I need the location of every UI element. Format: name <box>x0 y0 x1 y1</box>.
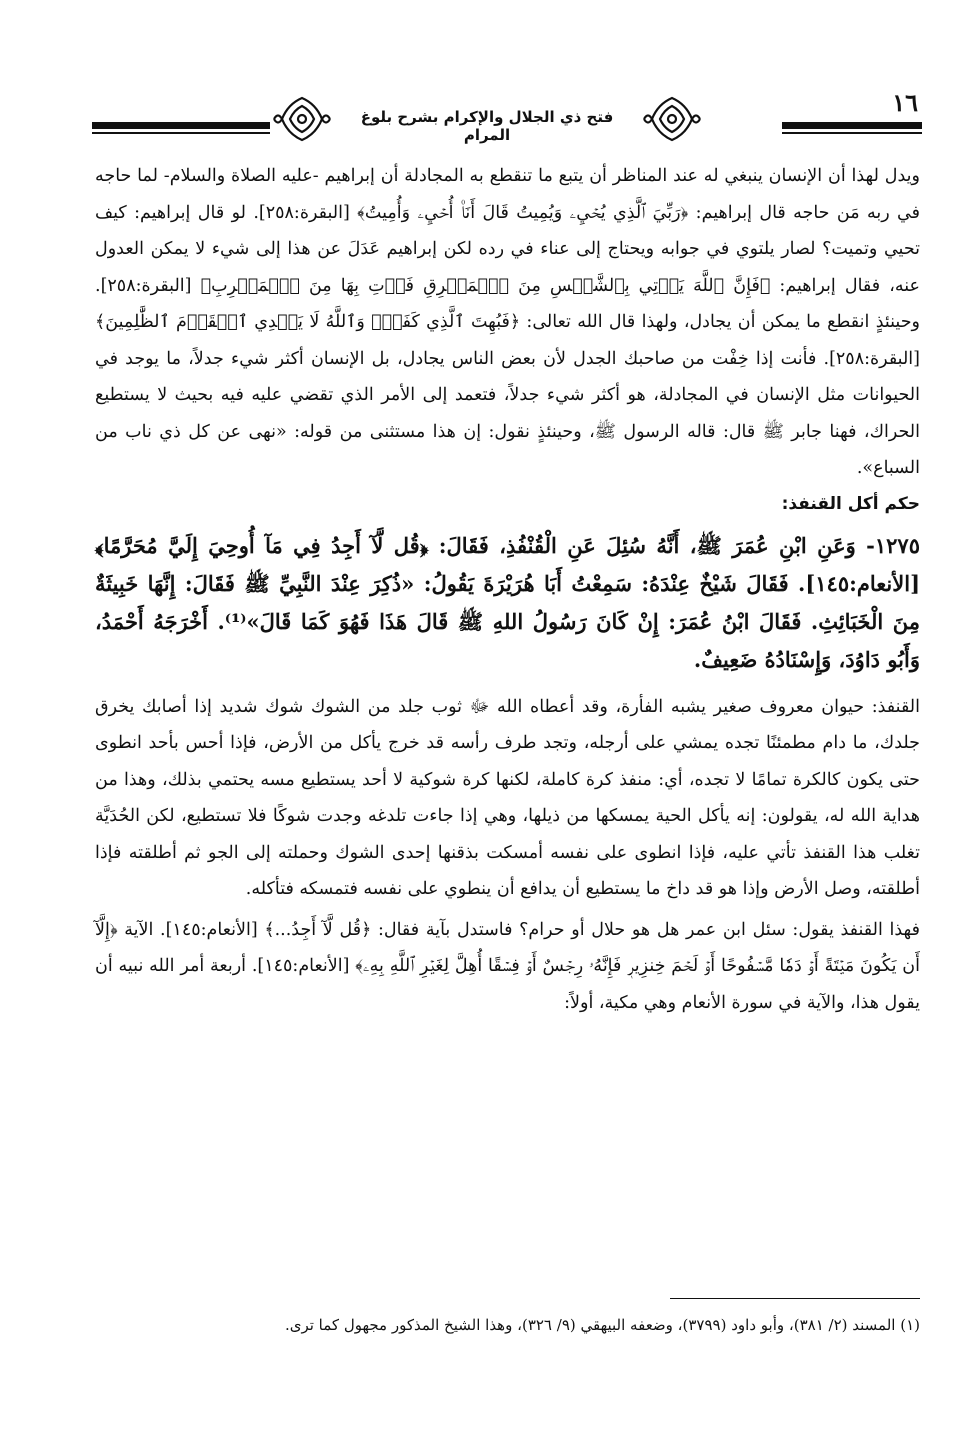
header-rule-left <box>92 122 270 129</box>
paragraph-hedgehog: القنفذ: حيوان معروف صغير يشبه الفأرة، وقد أعطاه الله ﷻ ثوب جلد من الشوك شوك شديد إذا أصابك يخرق جلدك، ما دام مطمئنًا تجده يمشي على أرجله، وتجد طرف رأسه قد خرج يأكل من الأرض، فإذا أحس بأحد انطوى حتى يكون كالكرة تمامًا لا تجده، أي: منفذ كرة كاملة، لكنها كرة شوكية لا أحد يستطيع مسه يحتمي بذلك، وهذا من هداية الله له، يقولون: إنه يأكل الحية يمسكها من ذيلها، وهي إذا جاءت تلدغه وجدت شوكًا فلا تستطيع، لكن الحُدَيَّة تغلب هذا القنفذ تأتي عليه، فإذا انطوى على نفسه أمسكت بذقنها إحدى الشوك وحملته إلى الجو ثم أطلقته فإذا أطلقته، وصل الأرض وإذا هو قد داخ ما يستطيع أن يدافع أن ينطوي على نفسه فتمسكه فتأكله. <box>95 696 920 899</box>
ornament-left-icon <box>272 94 332 144</box>
ornament-right-icon <box>642 94 702 144</box>
header-rule-right-thin <box>782 132 922 134</box>
running-title: فتح ذي الجلال والإكرام بشرح بلوغ المرام <box>360 108 614 144</box>
section-heading: حكم أكل القنفذ: <box>781 493 920 514</box>
footnote-divider <box>670 1298 920 1299</box>
footnote: (١) المسند (٢/ ٣٨١)، وأبو داود (٣٧٩٩)، وضعفه البيهقي (٩/ ٣٢٦)، وهذا الشيخ المذكور مجهول كما ترى. <box>284 1316 920 1334</box>
paragraph-debate: ويدل لهذا أن الإنسان ينبغي له عند المناظر أن يتبع ما تنقطع به المجادلة أن إبراهيم -عليه الصلاة والسلام- لما حاجه في ربه مَن حاجه قال إبراهيم: ﴿رَبِّيَ ٱلَّذِي يُحۡيِۦ وَيُمِيتُ قَالَ أَنَا۠ أُحۡيِۦ وَأُمِيتُ﴾ [البقرة:٢٥٨]. لو قال إبراهيم: كيف تحيي وتميت؟ لصار يلتوي في جوابه ويحتاج إلى عناء في رده لكن إبراهيم عَدَلَ عن هذا إلى شيء لا يمكن العدول عنه، فقال إبراهيم: ﴿فَإِنَّ ٱللَّهَ يَأۡتِي بِٱلشَّمۡسِ مِنَ ٱلۡمَشۡرِقِ فَأۡتِ بِهَا مِنَ ٱلۡمَغۡرِبِ﴾ [البقرة:٢٥٨]. وحينئذٍ انقطع ما يمكن أن يجادل، ولهذا قال الله تعالى: ﴿فَبُهِتَ ٱلَّذِي كَفَرَۗ وَٱللَّهُ لَا يَهۡدِي ٱلۡقَوۡمَ ٱلظَّٰلِمِينَ﴾ [البقرة:٢٥٨]. فأنت إذا خِفْت من صاحبك الجدل لأن بعض الناس يجادل، بل الإنسان أكثر شيء جدلاً، ما يوجد في الحيوانات مثل الإنسان في المجادلة، هو أكثر شيء جدلاً، فتعمد إلى الأمر الذي تقضي عليه فيه بحيث لا يستطيع الحراك، فهنا جابر ﷺ قال: قاله الرسول ﷺ، وحينئذٍ نقول: إن هذا مستثنى من قوله: «نهى عن كل ذي ناب من السباع». <box>95 166 920 478</box>
paragraph-ruling: فهذا القنفذ يقول: سئل ابن عمر هل هو حلال أو حرام؟ فاستدل بآية فقال: ﴿قُل لَّآ أَجِدُ...﴾ [الأنعام:١٤٥]. الآية ﴿إِلَّآ أَن يَكُونَ مَيۡتَةً أَوۡ دَمٗا مَّسۡفُوحًا أَوۡ لَحۡمَ خِنزِيرٖ فَإِنَّهُۥ رِجۡسٌ أَوۡ فِسۡقًا أُهِلَّ لِغَيۡرِ ٱللَّهِ بِهِۦ﴾ [الأنعام:١٤٥]. أربعة أمر الله نبيه أن يقول هذا، والآية في سورة الأنعام وهي مكية، أولاً: <box>95 919 920 1013</box>
header-rule-left-thin <box>92 132 270 134</box>
header-rule-right <box>782 122 922 129</box>
page-number: ١٦ <box>892 88 918 117</box>
page-header <box>92 88 922 148</box>
page-body <box>95 158 920 1021</box>
hadith-text: ١٢٧٥- وَعَنِ ابْنِ عُمَرَ ﷺ، أَنَّهُ سُئِلَ عَنِ الْقُنْفُذِ، فَقَالَ: ﴿قُل لَّآ أَجِدُ فِي مَآ أُوحِيَ إِلَيَّ مُحَرَّمًا﴾ [الأنعام:١٤٥]. فَقَالَ شَيْخٌ عِنْدَهُ: سَمِعْتُ أَبَا هُرَيْرَةَ يَقُولُ: «ذُكِرَ عِنْدَ النَّبِيِّ ﷺ فَقَالَ: إِنَّهَا خَبِيثَةٌ مِنَ الْخَبَائِثِ. فَقَالَ ابْنُ عُمَرَ: إِنْ كَانَ رَسُولُ اللهِ ﷺ قَالَ هَذَا فَهُوَ كَمَا قَالَ»⁽¹⁾. أَخْرَجَهُ أَحْمَدُ، وَأَبُو دَاوُدَ، وَإِسْنَادُهُ ضَعِيفٌ. <box>95 532 920 672</box>
